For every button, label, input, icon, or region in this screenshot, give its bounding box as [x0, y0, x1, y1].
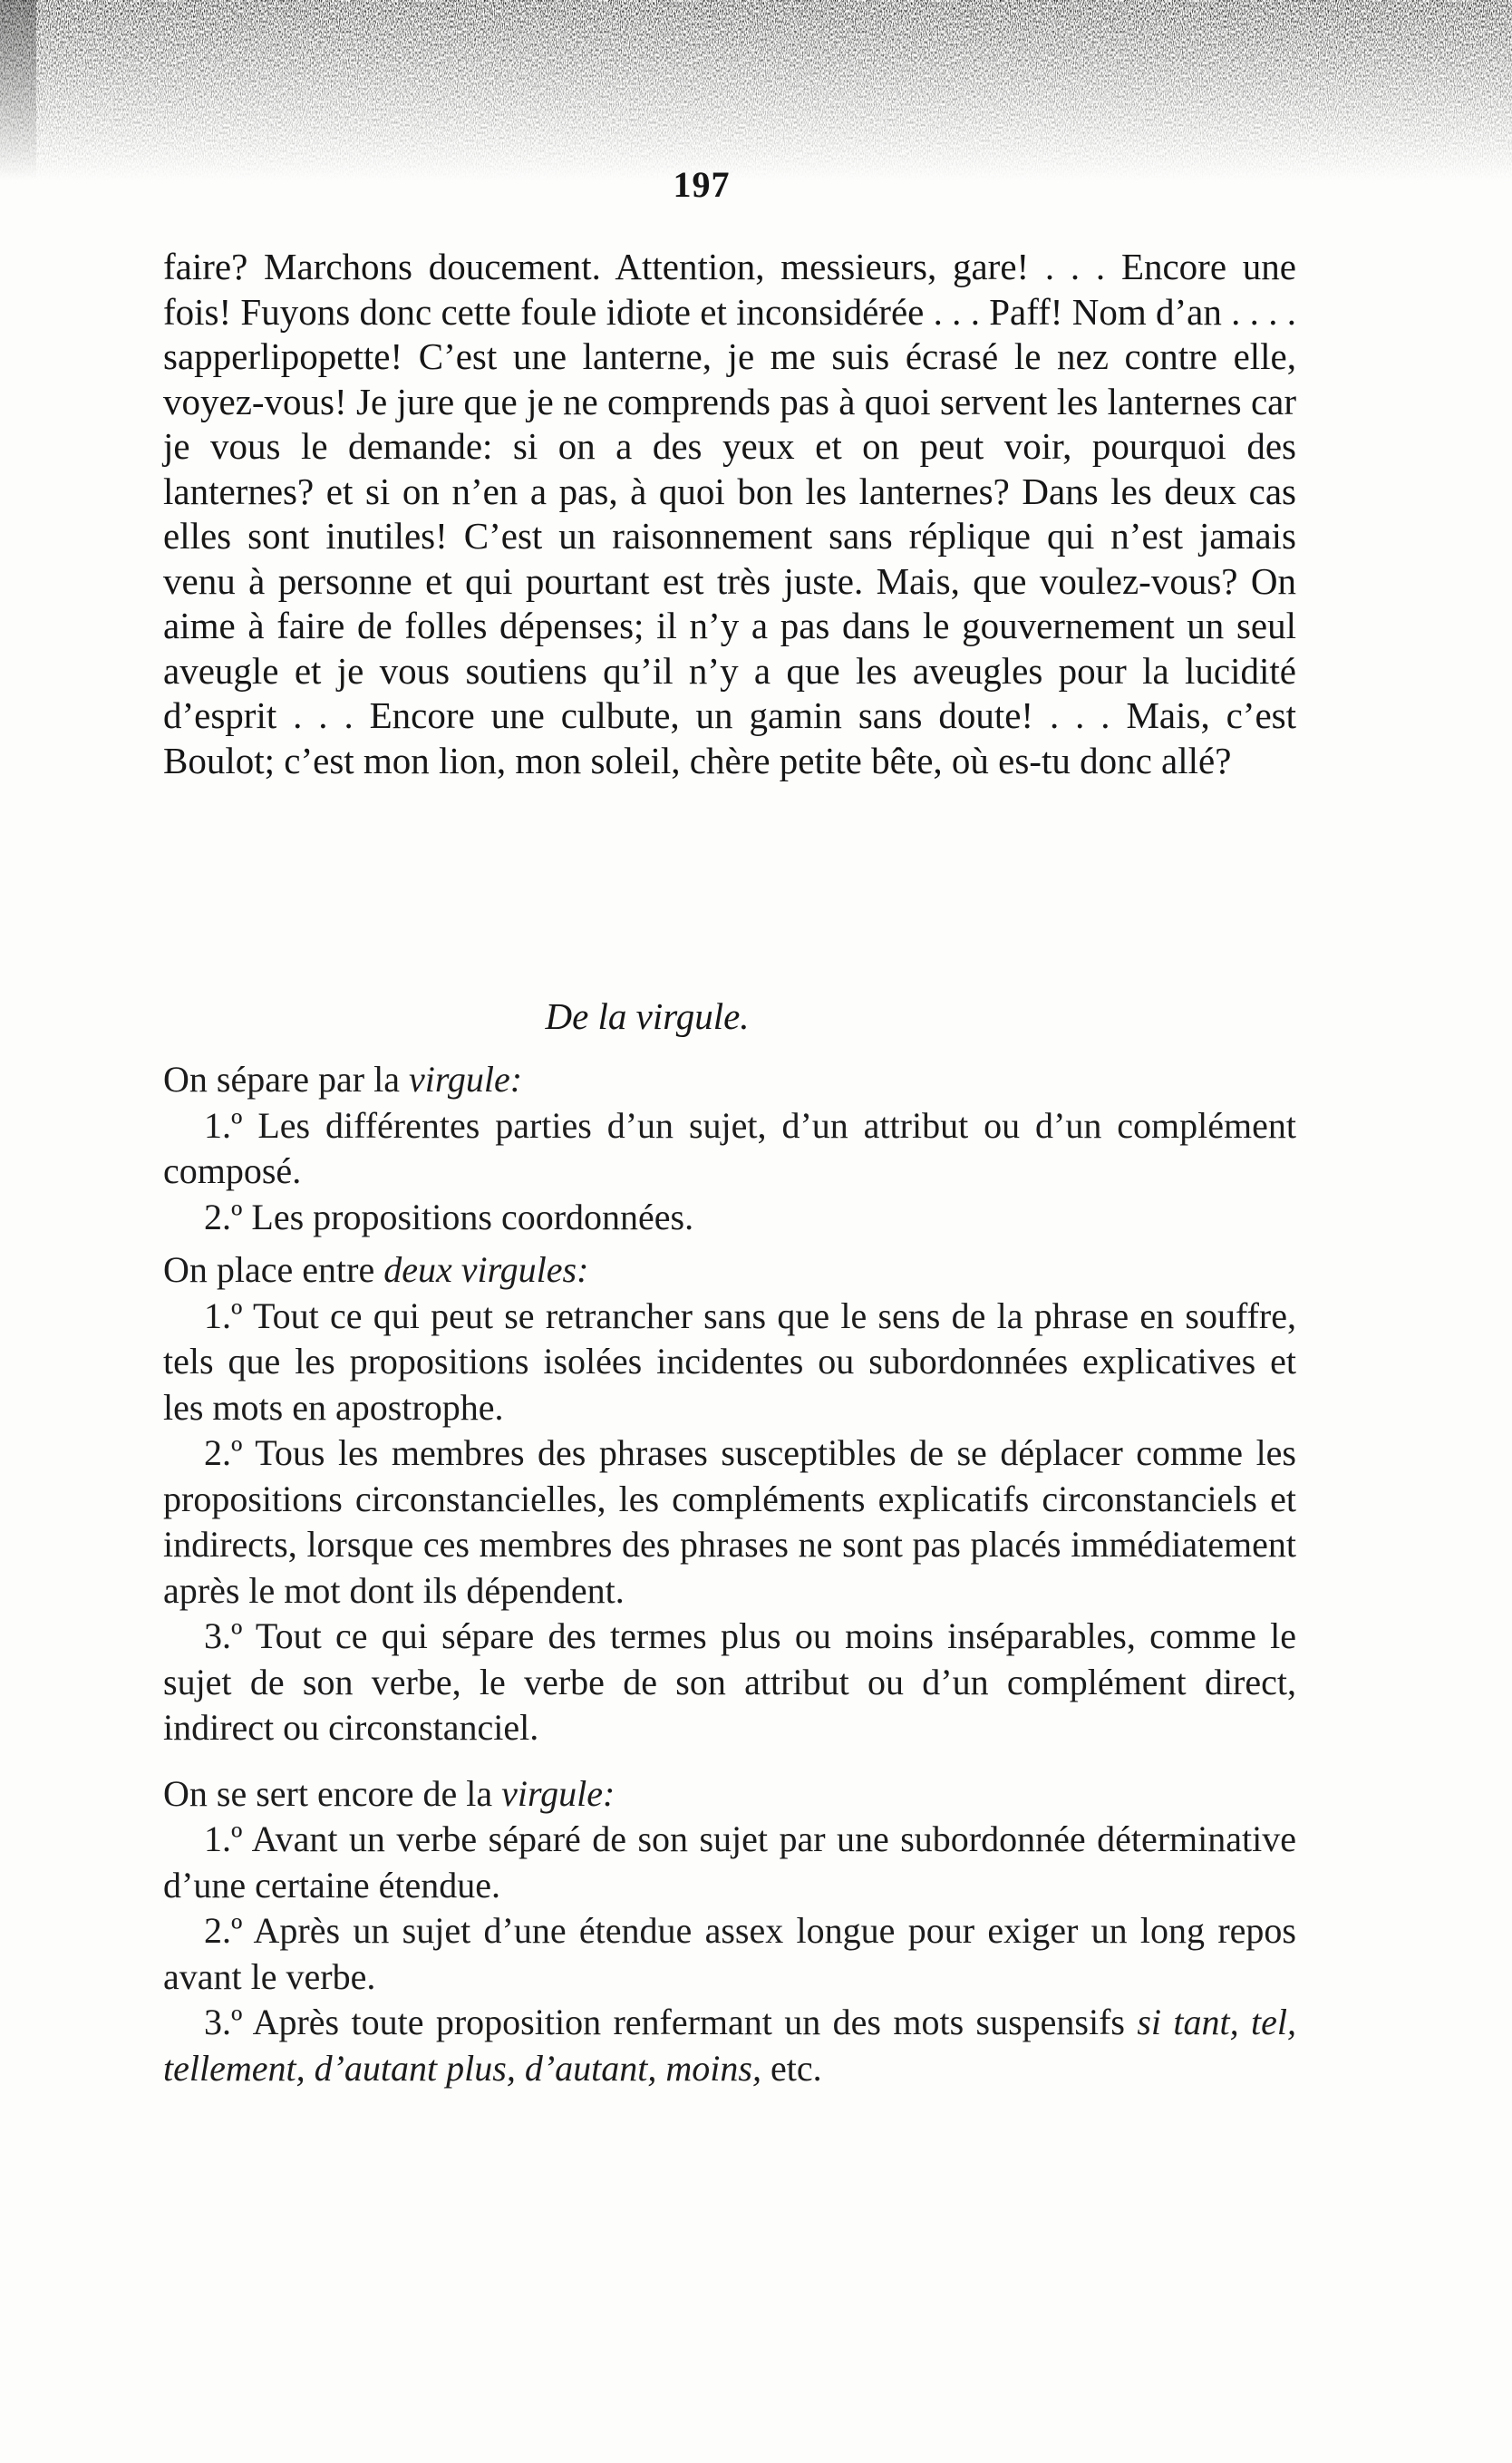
page-number: 197: [673, 164, 731, 205]
section-2-item-2: 2.º Tous les membres des phrases susceptibles de se déplacer comme les propositions circonstancielles, les compléments explicatifs circonstanciels et indirects, lorsque ces membres des phrases ne sont pas placés immédiatement après le mot dont ils dépendent.: [163, 1432, 1296, 1611]
section-heading: De la virgule.: [545, 995, 750, 1037]
section-2-intro-text: On place entre: [163, 1249, 375, 1290]
section-3-item-1: 1.º Avant un verbe séparé de son sujet par une subordonnée déterminative d’une certaine étendue.: [163, 1818, 1296, 1905]
section-2-item-3: 3.º Tout ce qui sépare des termes plus ou moins inséparables, comme le sujet de son verbe, le verbe de son attribut ou d’un complément direct, indirect ou circonstanciel.: [163, 1615, 1296, 1748]
section-2-item-1: 1.º Tout ce qui peut se retrancher sans que le sens de la phrase en souffre, tels que les propositions isolées incidentes ou subordonnées explicatives et les mots en apostrophe.: [163, 1295, 1296, 1428]
section-3-item-3: [163, 2000, 1296, 2091]
section-1-intro: [163, 1057, 1296, 1103]
narrative-paragraph: faire? Marchons doucement. Attention, messieurs, gare! . . . Encore une fois! Fuyons donc cette foule idiote et inconsidérée . . . Paff! Nom d’an . . . . sapperlipopette! C’est une lanterne, je me suis écrasé le nez contre elle, voyez-vous! Je jure que je ne comprends pas à quoi servent les lanternes car je vous le demande: si on a des yeux et on peut voir, pourquoi des lanternes? et si on n’en a pas, à quoi bon les lanternes? Dans les deux cas elles sont inutiles! C’est un raisonnement sans réplique qui n’est jamais venu à personne et qui pourtant est très juste. Mais, que voulez-vous? On aime à faire de folles dépenses; il n’y a pas dans le gouvernement un seul aveugle et je vous soutiens qu’il n’y a que les aveugles pour la lucidité d’esprit . . . Encore une culbute, un gamin sans doute! . . . Mais, c’est Boulot; c’est mon lion, mon soleil, chère petite bête, où es-tu donc allé?: [163, 246, 1296, 781]
section-3-intro: [163, 1771, 1296, 1818]
section-2-intro: [163, 1247, 1296, 1294]
section-3-item-3-suffix: etc.: [770, 2047, 822, 2089]
section-1-intro-term: virgule:: [408, 1059, 523, 1100]
section-3-intro-term: virgule:: [501, 1772, 615, 1814]
section-1-intro-text: On sépare par la: [163, 1059, 400, 1100]
section-1-item-2: 2.º Les propositions coordonnées.: [204, 1196, 694, 1237]
section-1-item-1: 1.º Les différentes parties d’un sujet, d’un attribut ou d’un complément composé.: [163, 1104, 1296, 1191]
rules-body: [163, 1057, 1296, 2091]
section-3-item-3-terms: si tant, tel, tellement, d’autant plus, d’autant, moins,: [163, 2002, 1297, 2089]
section-3-item-2: 2.º Après un sujet d’une étendue assex longue pour exiger un long repos avant le verbe.: [163, 1910, 1296, 1997]
section-3-item-3-prefix: 3.º Après toute proposition renfermant un des mots suspensifs: [204, 2002, 1125, 2042]
scan-noise-band: [0, 0, 1512, 181]
section-2-intro-term: deux virgules:: [383, 1249, 589, 1290]
section-3-intro-text: On se sert encore de la: [163, 1772, 493, 1814]
